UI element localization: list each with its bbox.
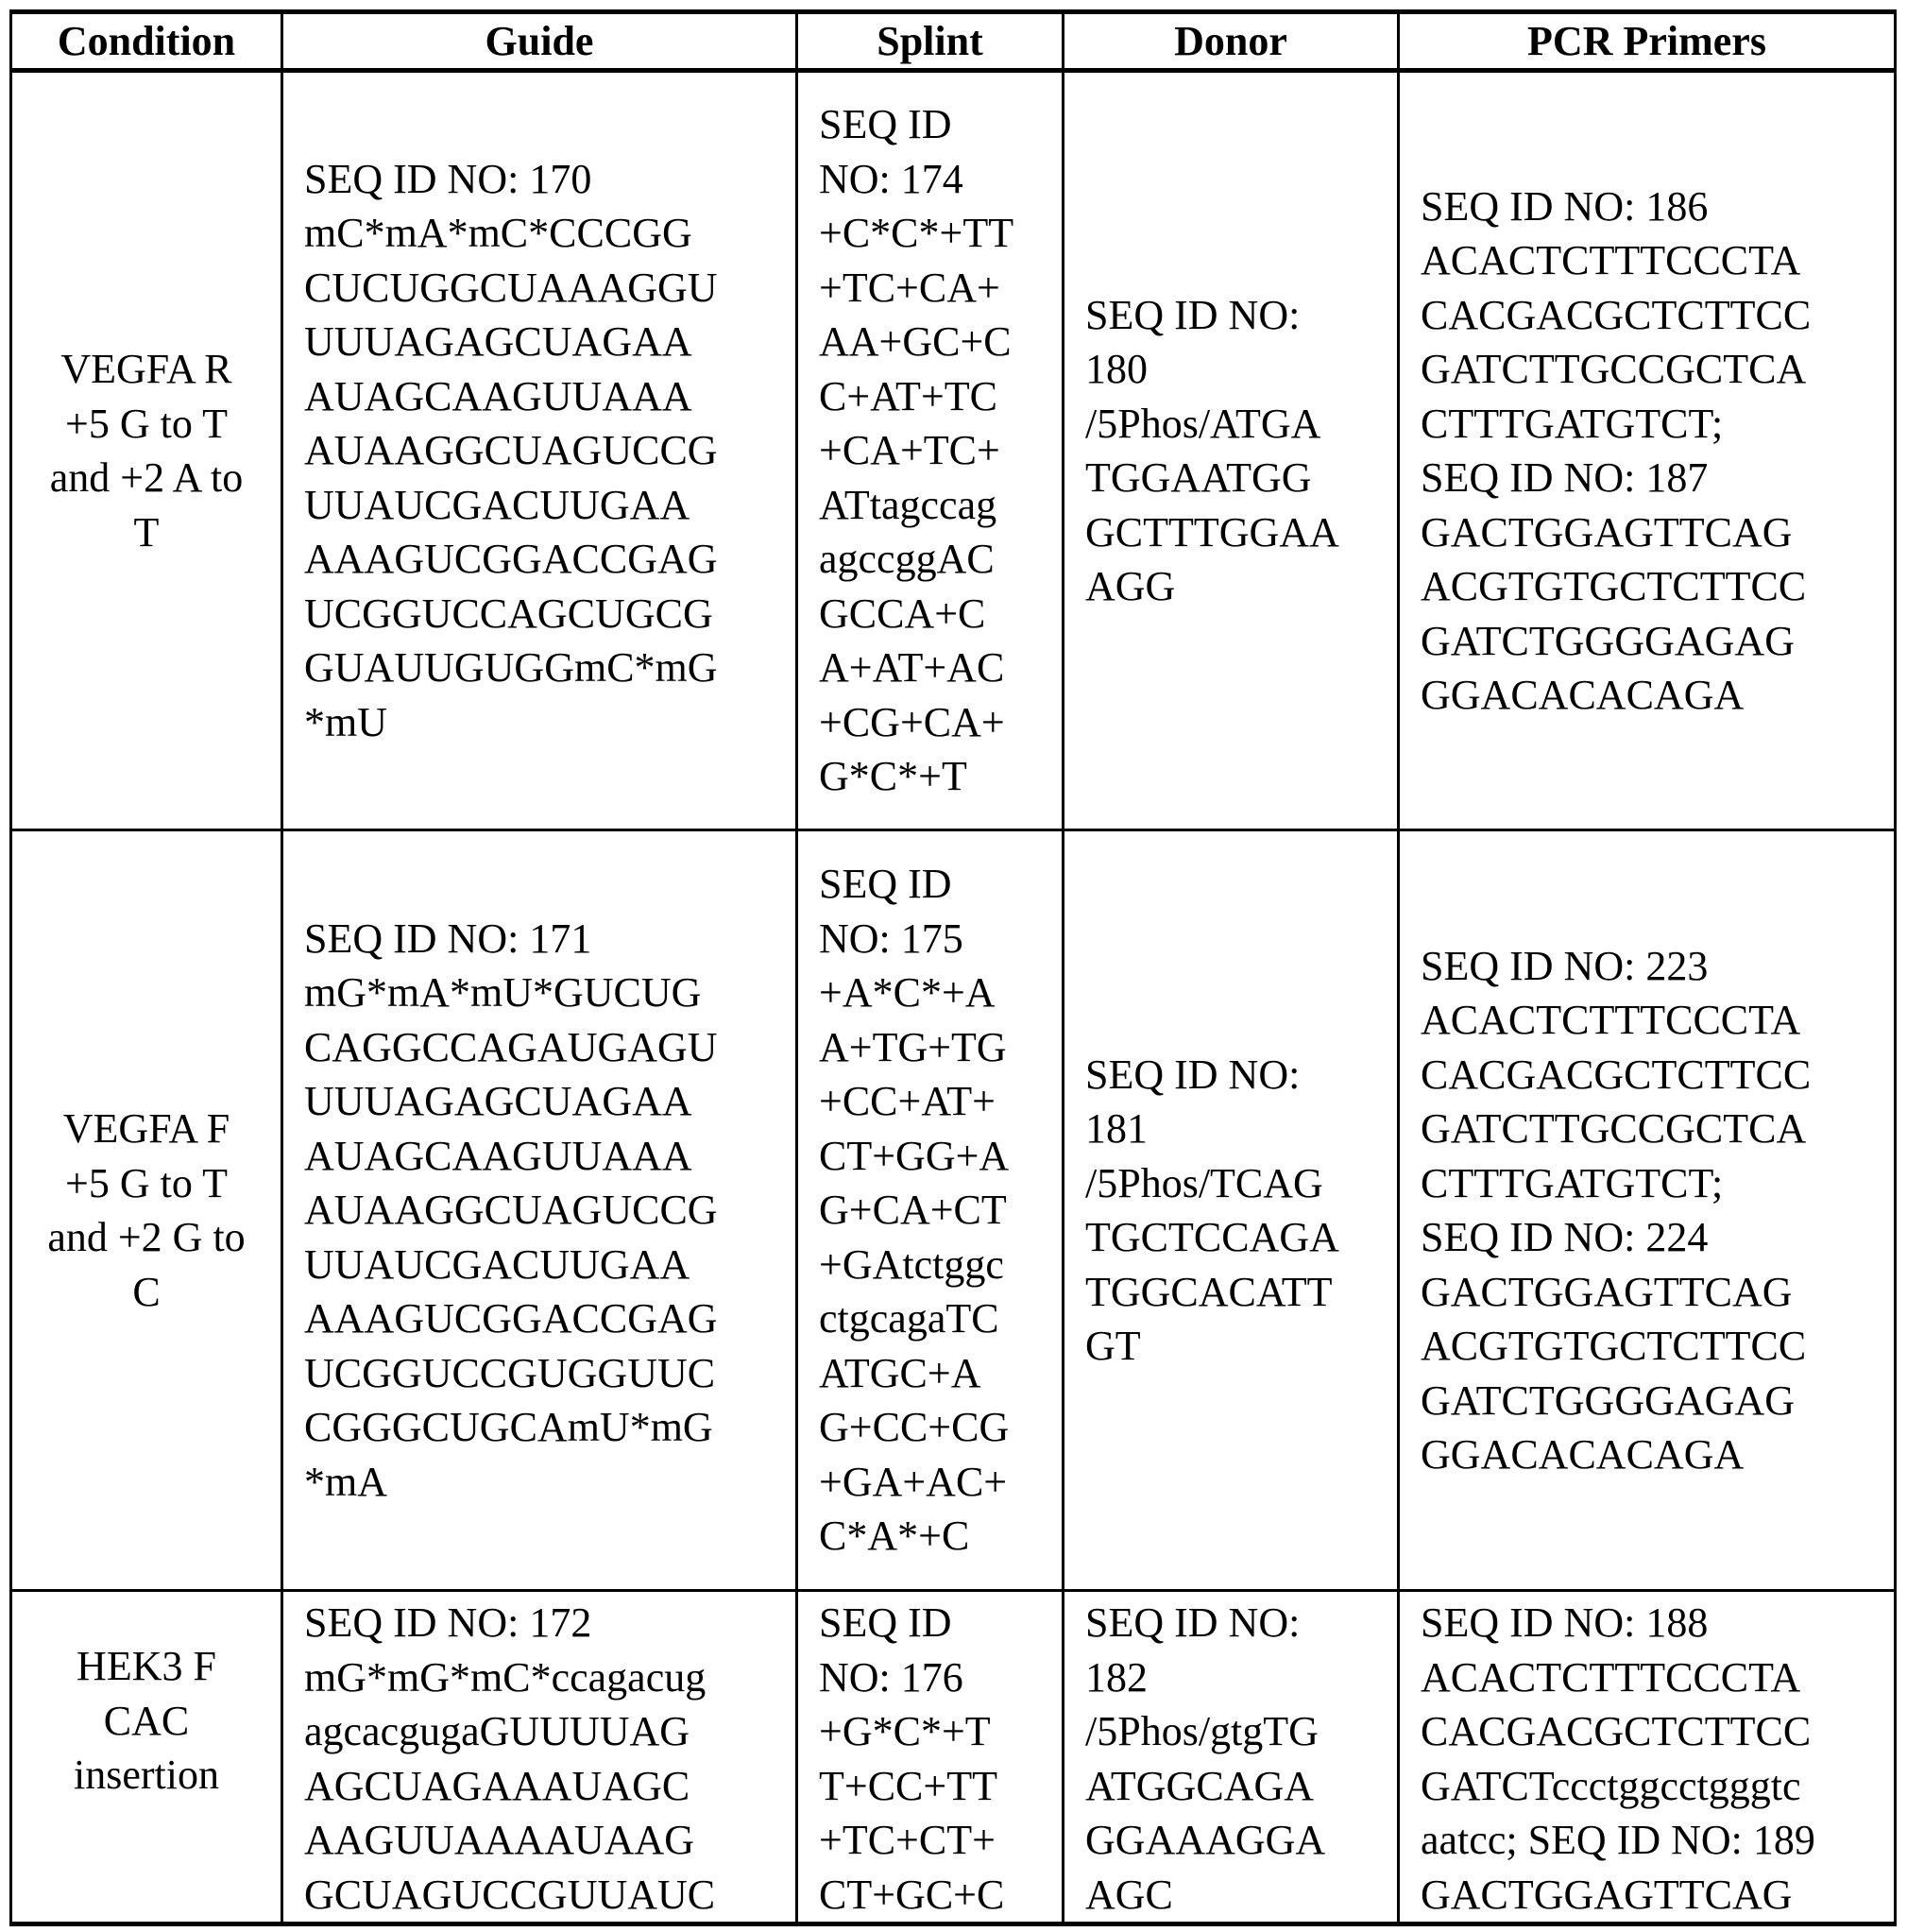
text-line: *mU — [304, 698, 387, 745]
text-line: and +2 G to — [47, 1214, 246, 1260]
text-line: UUUAGAGCUAGAA — [304, 318, 692, 366]
sequence-table — [9, 9, 1897, 1926]
text-line: SEQ ID — [819, 861, 952, 908]
pcr-primers-cell-text — [1400, 1592, 1894, 1922]
text-line: G+CC+CG — [819, 1404, 1010, 1451]
guide-cell-text — [283, 1592, 795, 1922]
text-line: SEQ ID NO: — [1085, 1051, 1301, 1098]
text-line: *mA — [304, 1458, 387, 1505]
text-line: GUAUUGUGGmC*mG — [304, 644, 718, 692]
text-line: AUAGCAAGUUAAA — [304, 372, 692, 419]
text-line: GGACACACAGA — [1421, 1431, 1745, 1478]
text-line: UUAUCGACUUGAA — [304, 481, 690, 528]
text-line: /5Phos/TCAG — [1085, 1159, 1323, 1206]
donor-cell — [1064, 830, 1399, 1591]
text-line: aatcc; SEQ ID NO: 189 — [1421, 1817, 1815, 1863]
text-line: C+AT+TC — [819, 372, 997, 419]
text-line: GACTGGAGTTCAG — [1421, 1871, 1793, 1918]
text-line: SEQ ID — [819, 1599, 952, 1646]
text-line: CACGACGCTCTTCC — [1421, 1708, 1812, 1754]
text-line: G*C*+T — [819, 753, 967, 800]
text-line: CACGACGCTCTTCC — [1421, 1051, 1812, 1098]
text-line: T — [133, 508, 160, 556]
donor-cell — [1064, 1591, 1399, 1924]
text-line: AUAAGGCUAGUCCG — [304, 1187, 718, 1234]
text-line: NO: 174 — [819, 155, 963, 202]
text-line: SEQ ID NO: 187 — [1421, 454, 1709, 501]
text-line: mC*mA*mC*CCCGG — [304, 210, 692, 257]
text-line: CAGGCCAGAUGAGU — [304, 1023, 718, 1070]
text-line: A+TG+TG — [819, 1023, 1007, 1070]
text-line: +CG+CA+ — [819, 698, 1005, 745]
splint-cell — [797, 1591, 1064, 1924]
text-line: CAC — [103, 1697, 190, 1744]
text-line: 182 — [1085, 1653, 1148, 1701]
donor-cell-text — [1064, 288, 1397, 614]
text-line: SEQ ID NO: — [1085, 1599, 1301, 1646]
guide-cell — [282, 830, 797, 1591]
text-line: SEQ ID — [819, 101, 952, 148]
text-line: GATCTGGGGAGAG — [1421, 617, 1795, 664]
text-line: insertion — [74, 1752, 219, 1798]
splint-cell — [797, 71, 1064, 830]
text-line: 180 — [1085, 346, 1148, 392]
text-line: ACACTCTTTCCCTA — [1421, 1653, 1801, 1701]
text-line: CT+GG+A — [819, 1132, 1010, 1179]
text-line: SEQ ID NO: 188 — [1421, 1599, 1709, 1646]
text-line: C — [132, 1268, 161, 1315]
text-line: ATGGCAGA — [1085, 1762, 1314, 1809]
text-line: AA+GC+C — [819, 318, 1012, 366]
guide-cell — [282, 71, 797, 830]
pcr-primers-cell — [1399, 830, 1896, 1591]
text-line: +A*C*+A — [819, 969, 996, 1017]
text-line: 181 — [1085, 1105, 1148, 1152]
header-splint: Splint — [797, 12, 1064, 71]
text-line: GATCTccctggcctgggtc — [1421, 1762, 1801, 1809]
text-line: agcacgugaGUUUUAG — [304, 1708, 690, 1754]
condition-cell-text — [12, 1102, 281, 1319]
header-pcr-primers: PCR Primers — [1399, 12, 1896, 71]
text-line: AAAGUCGGACCGAG — [304, 1295, 718, 1342]
table-row — [11, 830, 1896, 1591]
splint-cell-text — [798, 857, 1062, 1564]
text-line: TGGAATGG — [1085, 454, 1312, 501]
text-line: AGG — [1085, 563, 1176, 609]
text-line: SEQ ID NO: — [1085, 291, 1301, 338]
condition-cell — [11, 830, 282, 1591]
text-line: AUAAGGCUAGUCCG — [304, 427, 718, 474]
header-condition: Condition — [11, 12, 282, 71]
text-line: SEQ ID NO: 172 — [304, 1599, 592, 1646]
text-line: SEQ ID NO: 186 — [1421, 182, 1709, 230]
text-line: /5Phos/gtgTG — [1085, 1708, 1319, 1754]
text-line: +CA+TC+ — [819, 427, 1000, 474]
text-line: NO: 176 — [819, 1653, 963, 1701]
condition-cell-text — [12, 342, 281, 559]
text-line: SEQ ID NO: 223 — [1421, 942, 1709, 989]
text-line: UCGGUCCAGCUGCG — [304, 590, 713, 637]
text-line: ATtagccag — [819, 481, 997, 528]
condition-cell — [11, 71, 282, 830]
text-line: CTTTGATGTCT; — [1421, 400, 1724, 447]
text-line: CUCUGGCUAAAGGU — [304, 264, 718, 311]
text-line: VEGFA R — [60, 346, 232, 392]
text-line: SEQ ID NO: 171 — [304, 915, 592, 962]
text-line: GGAAAGGA — [1085, 1817, 1326, 1863]
text-line: +C*C*+TT — [819, 210, 1014, 257]
text-line: C*A*+C — [819, 1513, 970, 1560]
text-line: ACACTCTTTCCCTA — [1421, 997, 1801, 1043]
text-line: SEQ ID NO: 224 — [1421, 1214, 1709, 1260]
text-line: +5 G to T — [65, 400, 228, 447]
text-line: T+CC+TT — [819, 1762, 997, 1809]
text-line: UUUAGAGCUAGAA — [304, 1078, 692, 1125]
text-line: ACACTCTTTCCCTA — [1421, 237, 1801, 283]
text-line: GACTGGAGTTCAG — [1421, 1268, 1793, 1315]
text-line: +CC+AT+ — [819, 1078, 996, 1125]
text-line: +GA+AC+ — [819, 1458, 1008, 1505]
text-line: NO: 175 — [819, 915, 963, 962]
guide-cell — [282, 1591, 797, 1924]
text-line: CTTTGATGTCT; — [1421, 1159, 1724, 1206]
text-line: ATGC+A — [819, 1349, 981, 1396]
text-line: AGCUAGAAAUAGC — [304, 1762, 690, 1809]
text-line: UUAUCGACUUGAA — [304, 1240, 690, 1288]
text-line: GT — [1085, 1323, 1141, 1369]
header-guide: Guide — [282, 12, 797, 71]
pcr-primers-cell — [1399, 1591, 1896, 1924]
pcr-primers-cell-text — [1400, 180, 1894, 723]
text-line: CT+GC+C — [819, 1871, 1005, 1918]
guide-cell-text — [283, 152, 795, 750]
text-line: +GAtctggc — [819, 1240, 1004, 1288]
text-line: ctgcagaTC — [819, 1295, 999, 1342]
text-line: agccggAC — [819, 536, 995, 583]
splint-cell — [797, 830, 1064, 1591]
text-line: ACGTGTGCTCTTCC — [1421, 563, 1807, 609]
text-line: and +2 A to — [49, 454, 244, 501]
pcr-primers-cell — [1399, 71, 1896, 830]
header-donor: Donor — [1064, 12, 1399, 71]
text-line: AAGUUAAAAUAAG — [304, 1817, 695, 1863]
text-line: GATCTTGCCGCTCA — [1421, 346, 1807, 392]
condition-cell — [11, 1591, 282, 1924]
donor-cell-text — [1064, 1592, 1397, 1922]
condition-cell-text — [12, 1592, 281, 1803]
text-line: GCCA+C — [819, 590, 986, 637]
text-line: TGGCACATT — [1085, 1268, 1333, 1315]
text-line: AAAGUCGGACCGAG — [304, 536, 718, 583]
text-line: GCTTTGGAA — [1085, 508, 1339, 556]
text-line: CGGGCUGCAmU*mG — [304, 1404, 713, 1451]
donor-cell — [1064, 71, 1399, 830]
table-row — [11, 71, 1896, 830]
splint-cell-text — [798, 97, 1062, 804]
text-line: GACTGGAGTTCAG — [1421, 508, 1793, 556]
table-row — [11, 1591, 1896, 1924]
text-line: SEQ ID NO: 170 — [304, 155, 592, 202]
text-line: ACGTGTGCTCTTCC — [1421, 1323, 1807, 1369]
text-line: AGC — [1085, 1871, 1173, 1918]
guide-cell-text — [283, 912, 795, 1510]
text-line: G+CA+CT — [819, 1187, 1007, 1234]
splint-cell-text — [798, 1592, 1062, 1922]
text-line: mG*mG*mC*ccagacug — [304, 1653, 707, 1701]
donor-cell-text — [1064, 1048, 1397, 1374]
pcr-primers-cell-text — [1400, 939, 1894, 1482]
text-line: +TC+CT+ — [819, 1817, 996, 1863]
text-line: AUAGCAAGUUAAA — [304, 1132, 692, 1179]
text-line: GGACACACAGA — [1421, 672, 1745, 718]
text-line: +G*C*+T — [819, 1708, 991, 1754]
text-line: TGCTCCAGA — [1085, 1214, 1339, 1260]
text-line: /5Phos/ATGA — [1085, 400, 1321, 447]
text-line: +5 G to T — [65, 1159, 228, 1206]
text-line: CACGACGCTCTTCC — [1421, 291, 1812, 338]
text-line: A+AT+AC — [819, 644, 1005, 692]
text-line: GATCTTGCCGCTCA — [1421, 1105, 1807, 1152]
text-line: UCGGUCCGUGGUUC — [304, 1349, 716, 1396]
text-line: +TC+CA+ — [819, 264, 1000, 311]
text-line: VEGFA F — [62, 1105, 230, 1152]
text-line: GCUAGUCCGUUAUC — [304, 1871, 716, 1918]
text-line: HEK3 F — [77, 1643, 216, 1689]
text-line: GATCTGGGGAGAG — [1421, 1376, 1795, 1424]
header-row — [11, 12, 1896, 71]
text-line: mG*mA*mU*GUCUG — [304, 969, 702, 1017]
